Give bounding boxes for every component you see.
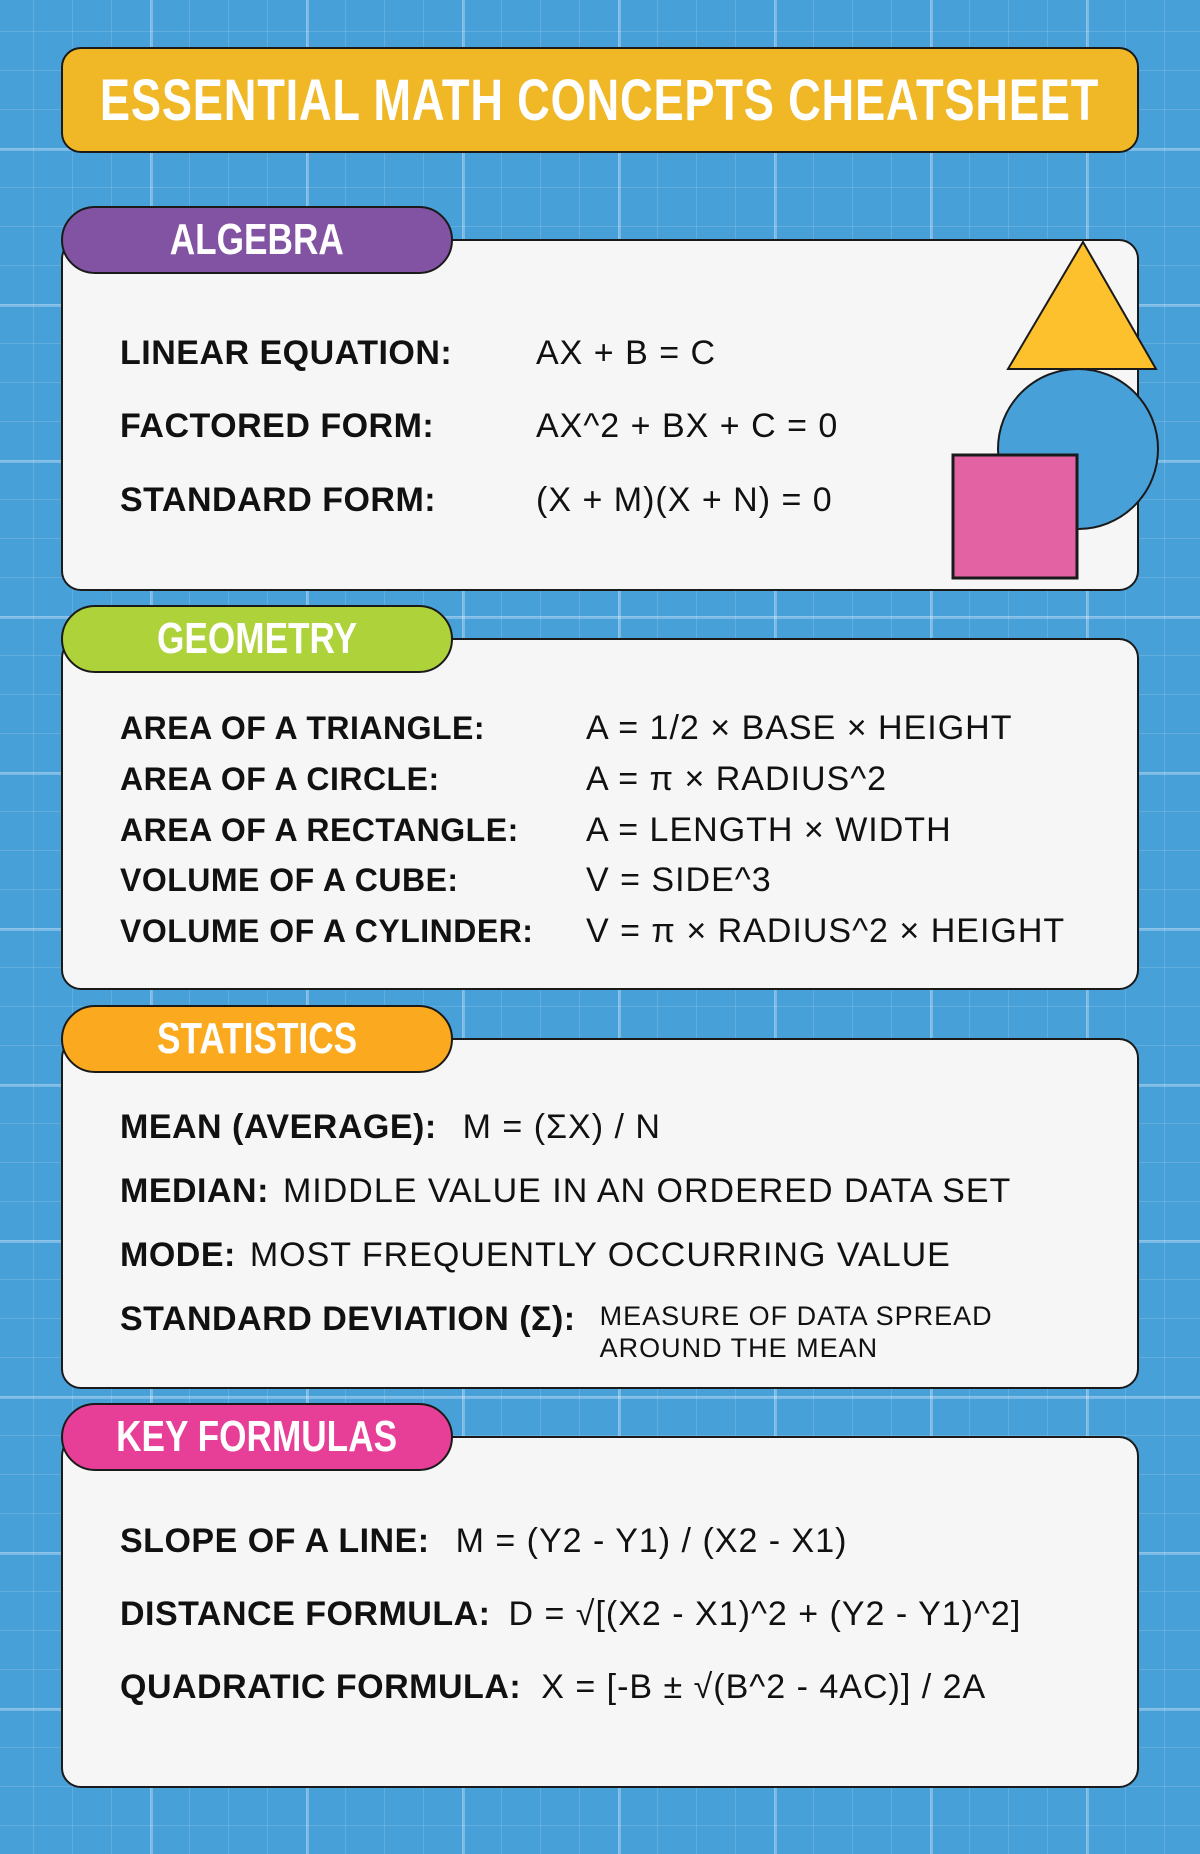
row-value: Μ = (ΣX) / N xyxy=(462,1108,661,1146)
formula-row xyxy=(120,1595,1021,1634)
row-value: A = LENGTH × WIDTH xyxy=(586,811,952,849)
row-label: DISTANCE FORMULA: xyxy=(120,1595,491,1633)
row-label: SLOPE OF A LINE: xyxy=(120,1522,430,1560)
row-value: V = SIDE^3 xyxy=(586,861,772,899)
row-value: A = 1/2 × BASE × HEIGHT xyxy=(586,709,1013,747)
row-label: AREA OF A CIRCLE: xyxy=(120,761,440,797)
algebra-heading: ALGEBRA xyxy=(169,215,345,264)
geometry-row xyxy=(120,709,1012,748)
row-value: A = π × RADIUS^2 xyxy=(586,760,888,798)
algebra-tab xyxy=(61,206,453,274)
row-value: MEASURE OF DATA SPREAD AROUND THE MEAN xyxy=(599,1301,993,1363)
triangle-icon xyxy=(1008,242,1156,369)
row-value: X = [-B ± √(B^2 - 4AC)] / 2A xyxy=(541,1668,987,1706)
geometry-row xyxy=(120,760,887,799)
row-value: M = (Y2 - Y1) / (X2 - X1) xyxy=(455,1522,848,1560)
statistics-row xyxy=(120,1236,951,1275)
geometry-heading: GEOMETRY xyxy=(156,614,358,663)
geometry-row xyxy=(120,912,1065,951)
statistics-row xyxy=(120,1172,1011,1211)
row-label: MEDIAN: xyxy=(120,1172,269,1210)
row-value: (X + M)(X + N) = 0 xyxy=(536,481,833,519)
row-label: LINEAR EQUATION: xyxy=(120,334,453,372)
row-value: V = π × RADIUS^2 × HEIGHT xyxy=(586,912,1066,950)
algebra-row xyxy=(120,407,838,446)
row-value: D = √[(X2 - X1)^2 + (Y2 - Y1)^2] xyxy=(508,1595,1022,1633)
statistics-row xyxy=(120,1108,661,1147)
row-label: QUADRATIC FORMULA: xyxy=(120,1668,522,1706)
row-label: MEAN (AVERAGE): xyxy=(120,1108,437,1146)
geometry-tab xyxy=(61,605,453,673)
geometry-row xyxy=(120,861,772,900)
formula-row xyxy=(120,1522,847,1561)
row-value: MIDDLE VALUE IN AN ORDERED DATA SET xyxy=(282,1172,1012,1210)
statistics-row xyxy=(120,1300,993,1364)
row-label: STANDARD FORM: xyxy=(120,481,437,519)
row-label: AREA OF A RECTANGLE: xyxy=(120,812,519,848)
statistics-tab xyxy=(61,1005,453,1073)
row-label: AREA OF A TRIANGLE: xyxy=(120,710,486,746)
statistics-heading: STATISTICS xyxy=(156,1014,358,1063)
row-label: VOLUME OF A CUBE: xyxy=(120,862,459,898)
geometry-row xyxy=(120,811,952,850)
geometric-shapes-illustration xyxy=(950,238,1164,583)
row-value: MOST FREQUENTLY OCCURRING VALUE xyxy=(249,1236,951,1274)
row-label: FACTORED FORM: xyxy=(120,407,435,445)
row-label: STANDARD DEVIATION (Σ): xyxy=(120,1300,576,1338)
key-formulas-heading: KEY FORMULAS xyxy=(116,1412,398,1461)
row-value: AX + B = C xyxy=(536,334,717,372)
row-value: AX^2 + BX + C = 0 xyxy=(536,407,839,445)
key-formulas-tab xyxy=(61,1403,453,1471)
row-label: MODE: xyxy=(120,1236,236,1274)
algebra-row xyxy=(120,334,716,373)
square-icon xyxy=(953,455,1077,578)
page-title: ESSENTIAL MATH CONCEPTS CHEATSHEET xyxy=(100,67,1100,133)
title-banner xyxy=(61,47,1139,153)
algebra-row xyxy=(120,481,833,520)
row-label: VOLUME OF A CYLINDER: xyxy=(120,913,534,949)
formula-row xyxy=(120,1668,986,1707)
